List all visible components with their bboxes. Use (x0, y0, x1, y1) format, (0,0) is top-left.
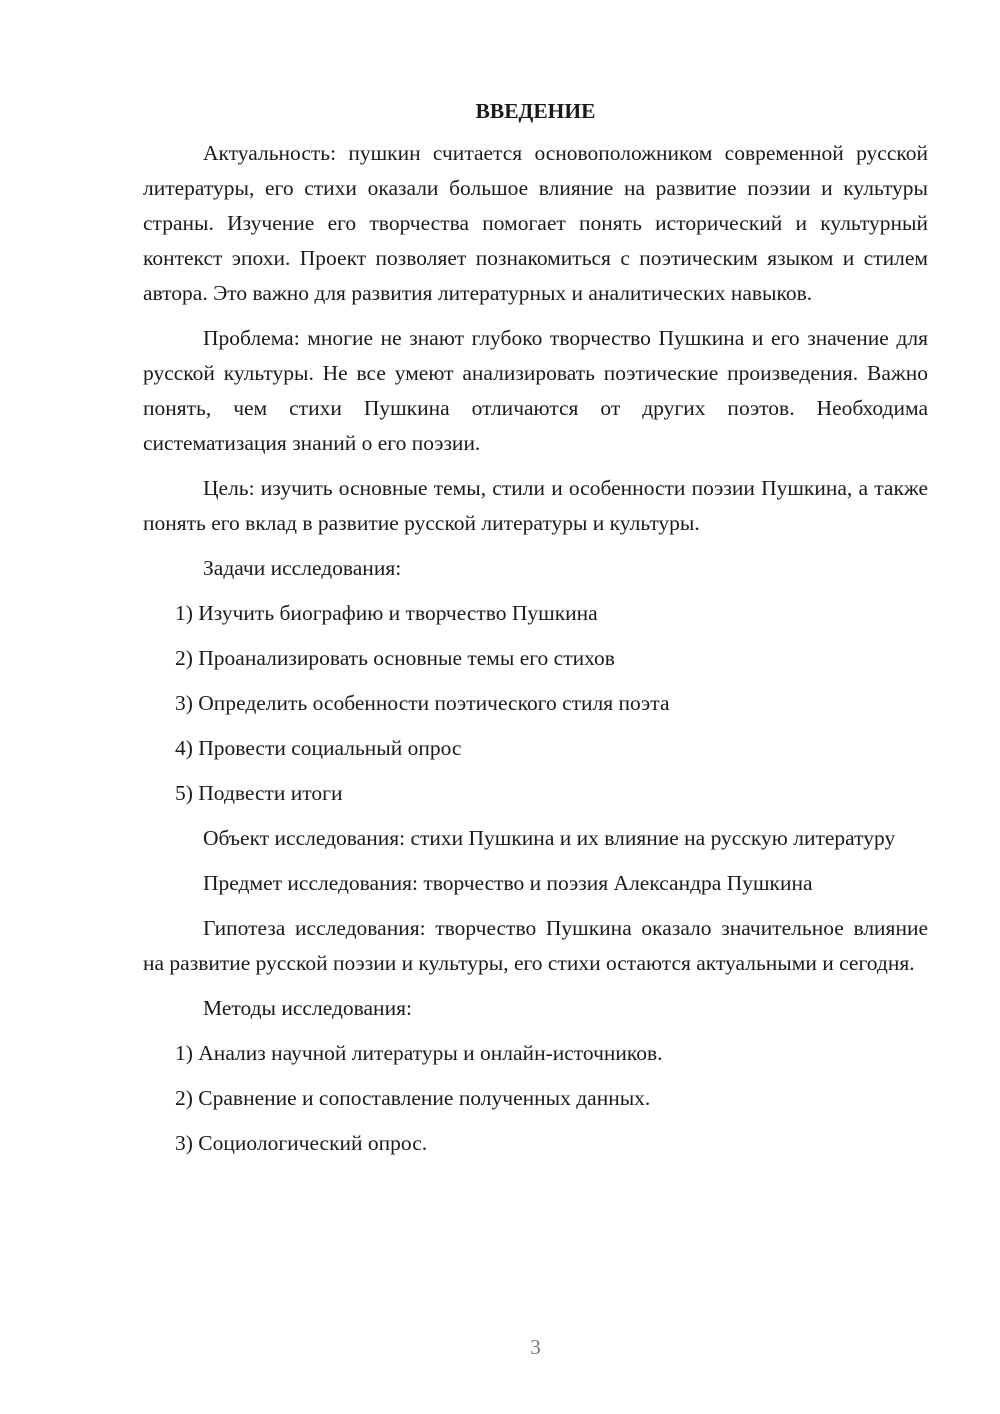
list-item: 1) Изучить биографию и творчество Пушкина (175, 601, 598, 625)
list-item: 2) Сравнение и сопоставление полученных данных. (175, 1086, 651, 1110)
list-item: 3) Определить особенности поэтического стиля поэта (175, 691, 670, 715)
list-item: 5) Подвести итоги (175, 781, 343, 805)
paragraph-subject: Предмет исследования: творчество и поэзия Александра Пушкина (203, 871, 813, 895)
paragraph-goal: Цель: изучить основные темы, стили и особенности поэзии Пушкина, а также понять его вклад в развитие русской литературы и культуры. (143, 476, 928, 535)
paragraph-hypothesis: Гипотеза исследования: творчество Пушкина оказало значительное влияние на развитие русской поэзии и культуры, его стихи остаются актуальными и сегодня. (143, 916, 928, 975)
tasks-heading: Задачи исследования: (203, 556, 402, 580)
list-item: 2) Проанализировать основные темы его стихов (175, 646, 615, 670)
list-item: 4) Провести социальный опрос (175, 736, 462, 760)
list-item: 3) Социологический опрос. (175, 1131, 428, 1155)
methods-heading: Методы исследования: (203, 996, 412, 1020)
paragraph-problem: Проблема: многие не знают глубоко творчество Пушкина и его значение для русской культуры. Не все умеют анализировать поэтические произведения. Важно понять, чем стихи Пушкина отличаются от других поэтов. Необходима систематизация знаний о его поэзии. (143, 326, 928, 455)
paragraph-object: Объект исследования: стихи Пушкина и их влияние на русскую литературу (203, 826, 896, 850)
section-title: ВВЕДЕНИЕ (475, 99, 596, 123)
tasks-list (143, 596, 928, 811)
methods-list (143, 1036, 928, 1161)
paragraph-relevance: Актуальность: пушкин считается основоположником современной русской литературы, его стихи оказали большое влияние на развитие поэзии и культуры страны. Изучение его творчества помогает понять исторический и культурный контекст эпохи. Проект позволяет познакомиться с поэтическим языком и стилем автора. Это важно для развития литературных и аналитических навыков. (143, 141, 928, 305)
page-number: 3 (530, 1335, 541, 1359)
list-item: 1) Анализ научной литературы и онлайн-источников. (175, 1041, 663, 1065)
document-page (143, 96, 928, 1171)
